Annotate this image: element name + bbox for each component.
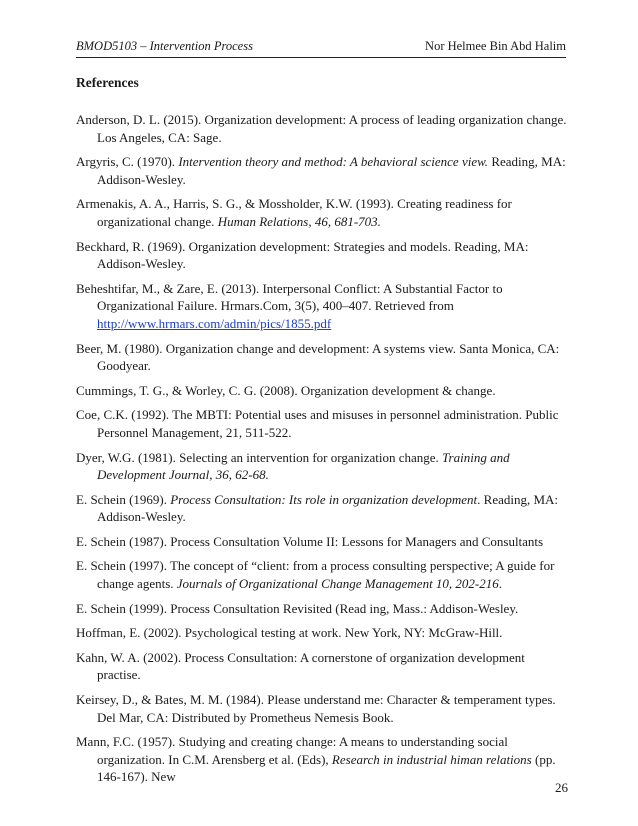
- reference-entry: Beer, M. (1980). Organization change and development: A systems view. Santa Monica, CA: Goodyear.: [76, 340, 560, 374]
- reference-entry: Coe, C.K. (1992). The MBTI: Potential uses and misuses in personnel administration. Public Personnel Management, 21, 511-522.: [76, 407, 559, 440]
- reference-entry: Anderson, D. L. (2015). Organization development: A process of leading organization change. Los Angeles, CA: Sage.: [76, 112, 567, 145]
- reference-entry: Beheshtifar, M., & Zare, E. (2013). Interpersonal Conflict: A Substantial Factor to Organizational Failure. Hrmars.Com, 3(5), 400–407. Retrieved from http://www.hrmars.com/admin/pics/1855.pdf: [76, 280, 503, 331]
- section-title: References: [76, 75, 139, 90]
- reference-link[interactable]: http://www.hrmars.com/admin/pics/1855.pdf: [97, 315, 332, 331]
- header-author: Nor Helmee Bin Abd Halim: [425, 39, 566, 53]
- reference-entry: Mann, F.C. (1957). Studying and creating change: A means to understanding social organization. In C.M. Arensberg et al. (Eds), Research in industrial himan relations (pp. 146-167). New: [76, 734, 556, 785]
- page-header: [76, 39, 566, 58]
- page-number: 26: [555, 780, 568, 795]
- reference-entry: Argyris, C. (1970). Intervention theory and method: A behavioral science view. Reading, MA: Addison-Wesley.: [76, 154, 566, 187]
- reference-entry: Cummings, T. G., & Worley, C. G. (2008). Organization development & change.: [76, 382, 496, 398]
- reference-list: [76, 111, 570, 793]
- header-course: BMOD5103 – Intervention Process: [76, 39, 253, 53]
- reference-entry: Armenakis, A. A., Harris, S. G., & Mossholder, K.W. (1993). Creating readiness for organizational change. Human Relations, 46, 681-703.: [76, 196, 512, 229]
- reference-entry: E. Schein (1987). Process Consultation Volume II: Lessons for Managers and Consultants: [76, 533, 544, 549]
- reference-entry: Beckhard, R. (1969). Organization development: Strategies and models. Reading, MA: Addison-Wesley.: [76, 238, 529, 272]
- reference-entry: E. Schein (1999). Process Consultation Revisited (Read ing, Mass.: Addison-Wesley.: [76, 600, 519, 616]
- reference-entry: E. Schein (1997). The concept of “client: from a process consulting perspective; A guide for change agents. Journals of Organizational Change Management 10, 202-216.: [76, 558, 555, 592]
- reference-entry: E. Schein (1969). Process Consultation: Its role in organization development. Reading, MA: Addison-Wesley.: [76, 491, 559, 525]
- reference-entry: Keirsey, D., & Bates, M. M. (1984). Please understand me: Character & temperament types. Del Mar, CA: Distributed by Prometheus Nemesis Book.: [76, 692, 556, 725]
- reference-entry: Kahn, W. A. (2002). Process Consultation: A cornerstone of organization development practise.: [76, 649, 525, 683]
- reference-entry: Hoffman, E. (2002). Psychological testing at work. New York, NY: McGraw-Hill.: [76, 625, 503, 641]
- reference-entry: Dyer, W.G. (1981). Selecting an intervention for organization change. Training and Development Journal, 36, 62-68.: [76, 449, 510, 483]
